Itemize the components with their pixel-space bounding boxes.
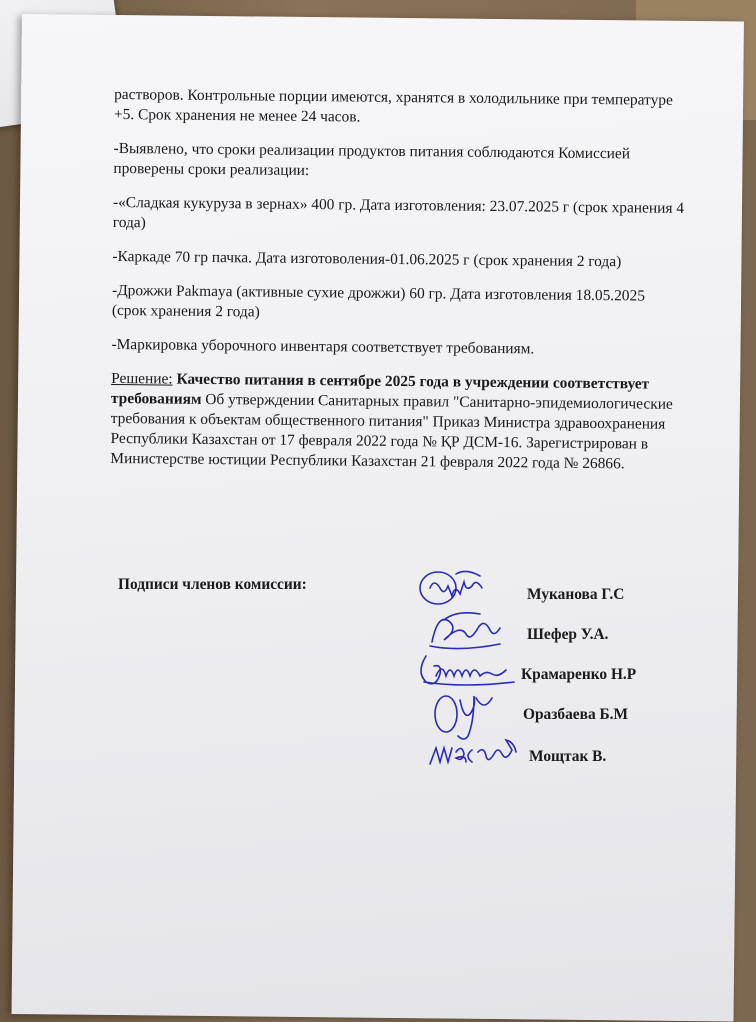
member-name-4: Оразбаева Б.М — [523, 706, 629, 723]
member-name-2: Шефер У.А. — [527, 626, 609, 643]
decision-text: Об утверждении Санитарных правил "Санитарно-эпидемиологические требования к объектам общественного питания" Приказ Министра здравоохранения Республики Казахстан от 17 февраля 2022 года № ҚР ДСМ-16. Зарегистрирован в Министерстве юстиции Республики Казахстан 21 февраля 2022 года № 26866. — [110, 390, 673, 473]
decision-bold: Качество питания в сентябре 2025 года в учреждении соответствует требованиям — [110, 370, 650, 408]
bullet-dash: - — [113, 139, 119, 158]
item-cleaning-inventory: -Маркировка уборочного инвентаря соответствует требованиям. — [111, 335, 535, 358]
paragraph-expiry-text: Выявлено, что сроки реализации продуктов питания соблюдаются Комиссией проверены сроки реализации: — [113, 140, 631, 180]
paragraph-control-portions: растворов. Контрольные порции имеются, хранятся в холодильнике при температуре +5. Срок хранения не менее 24 часов. — [113, 85, 673, 126]
item-yeast — [112, 281, 692, 327]
signatures-section — [118, 572, 678, 792]
item-yeast-main: -Дрожжи Pakmaya (активные сухие дрожжи) 60 гр. Дата изготовления 18.05.2025 — [112, 281, 646, 305]
item-yeast-shelf-life: (срок хранения 2 года) — [111, 301, 260, 321]
member-name-1: Муканова Г.С — [527, 586, 625, 603]
item-sweet-corn: -«Сладкая кукуруза в зернах» 400 гр. Дата изготовления: 23.07.2025 г (срок хранения 4 года) — [112, 193, 685, 232]
paragraph-decision — [110, 369, 691, 475]
paragraph-expiry-observed — [113, 139, 693, 185]
document-page — [12, 14, 744, 1022]
item-karkade: -Каркаде 70 гр пачка. Дата изготоволения-01.06.2025 г (срок хранения 2 года) — [112, 247, 622, 271]
signature-mukanova — [416, 564, 496, 612]
member-name-3: Крамаренко Н.Р — [521, 666, 637, 683]
signature-moshtak — [426, 738, 522, 772]
signature-kramarenko — [414, 646, 524, 692]
document-body — [110, 85, 694, 489]
decision-label: Решение: — [111, 369, 173, 388]
member-name-5: Мощтак В. — [529, 748, 607, 765]
signatures-heading: Подписи членов комиссии: — [118, 576, 307, 593]
signature-orazbaeva — [430, 688, 500, 744]
